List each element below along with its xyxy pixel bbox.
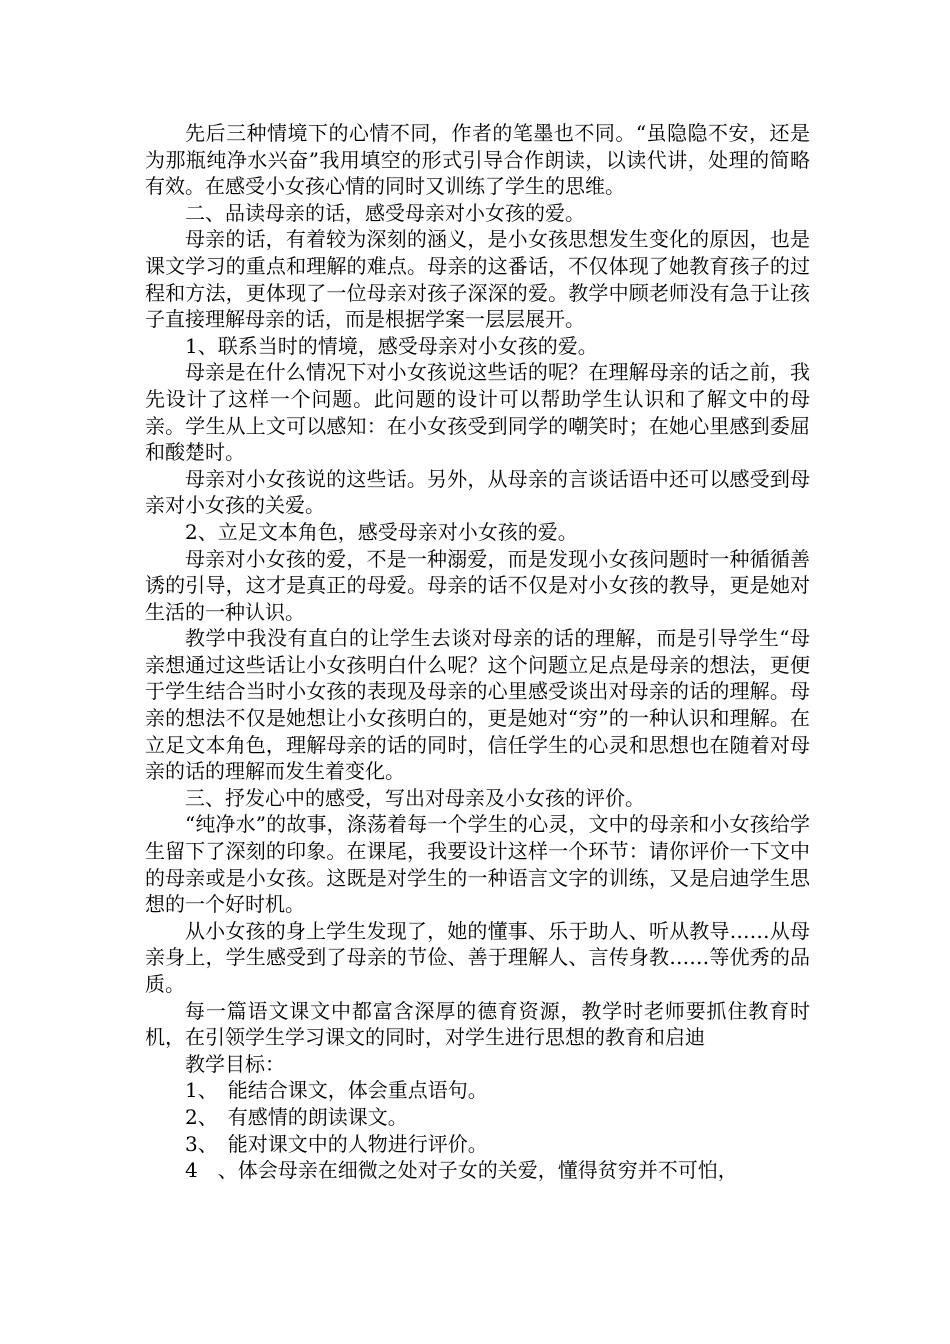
goal-item-4: 4 、体会母亲在细微之处对子女的关爱，懂得贫穷并不可怕， (185, 1158, 738, 1183)
paragraph: 母亲的话，有着较为深刻的涵义，是小女孩思想发生变化的原因，也是课文学习的重点和理解的难点。母亲的这番话，不仅体现了她教育孩子的过程和方法，更体现了一位母亲对孩子深深的爱。教学中顾老师没有急于让孩子直接理解母亲的话，而是根据学案一层层展开。 (145, 227, 810, 332)
subheading-2: 2、立足文本角色，感受母亲对小女孩的爱。 (185, 519, 578, 544)
paragraph-intro: 先后三种情境下的心情不同，作者的笔墨也不同。“虽隐隐不安，还是为那瓶纯净水兴奋”我用填空的形式引导合作朗读，以读代讲，处理的简略有效。在感受小女孩心情的同时又训练了学生的思维。 (145, 121, 810, 199)
document-body (145, 120, 810, 1184)
paragraph: 每一篇语文课文中都富含深厚的德育资源，教学时老师要抓住教育时机，在引领学生学习课文的同时，对学生进行思想的教育和启迪 (145, 998, 810, 1050)
teaching-goals-heading: 教学目标： (185, 1051, 285, 1076)
paragraph: 从小女孩的身上学生发现了，她的懂事、乐于助人、听从教导……从母亲身上，学生感受到了母亲的节俭、善于理解人、言传身教……等优秀的品质。 (145, 918, 810, 996)
goal-item-2: 2、 有感情的朗读课文。 (185, 1104, 408, 1129)
subheading-1: 1、联系当时的情境，感受母亲对小女孩的爱。 (185, 333, 598, 358)
section-heading-2: 二、品读母亲的话，感受母亲对小女孩的爱。 (185, 200, 585, 225)
paragraph: 母亲对小女孩说的这些话。另外，从母亲的言谈话语中还可以感受到母亲对小女孩的关爱。 (145, 466, 810, 518)
paragraph: 母亲对小女孩的爱，不是一种溺爱，而是发现小女孩问题时一种循循善诱的引导，这才是真正的母爱。母亲的话不仅是对小女孩的教导，更是她对生活的一种认识。 (145, 546, 810, 624)
paragraph: 教学中我没有直白的让学生去谈对母亲的话的理解，而是引导学生“母亲想通过这些话让小女孩明白什么呢？这个问题立足点是母亲的想法，更便于学生结合当时小女孩的表现及母亲的心里感受谈出对母亲的话的理解。母亲的想法不仅是她想让小女孩明白的，更是她对“穷”的一种认识和理解。在立足文本角色，理解母亲的话的同时，信任学生的心灵和思想也在随着对母亲的话的理解而发生着变化。 (145, 626, 810, 784)
goal-item-1: 1、 能结合课文，体会重点语句。 (185, 1078, 488, 1103)
section-heading-3: 三、抒发心中的感受，写出对母亲及小女孩的评价。 (185, 785, 645, 810)
paragraph: “纯净水”的故事，涤荡着每一个学生的心灵，文中的母亲和小女孩给学生留下了深刻的印象。在课尾，我要设计这样一个环节：请你评价一下文中的母亲或是小女孩。这既是对学生的一种语言文字的训练，又是启迪学生思想的一个好时机。 (145, 812, 810, 917)
goal-item-3: 3、 能对课文中的人物进行评价。 (185, 1131, 488, 1156)
paragraph: 母亲是在什么情况下对小女孩说这些话的呢？在理解母亲的话之前，我先设计了这样一个问题。此问题的设计可以帮助学生认识和了解文中的母亲。学生从上文可以感知：在小女孩受到同学的嘲笑时；在她心里感到委屈和酸楚时。 (145, 360, 810, 465)
